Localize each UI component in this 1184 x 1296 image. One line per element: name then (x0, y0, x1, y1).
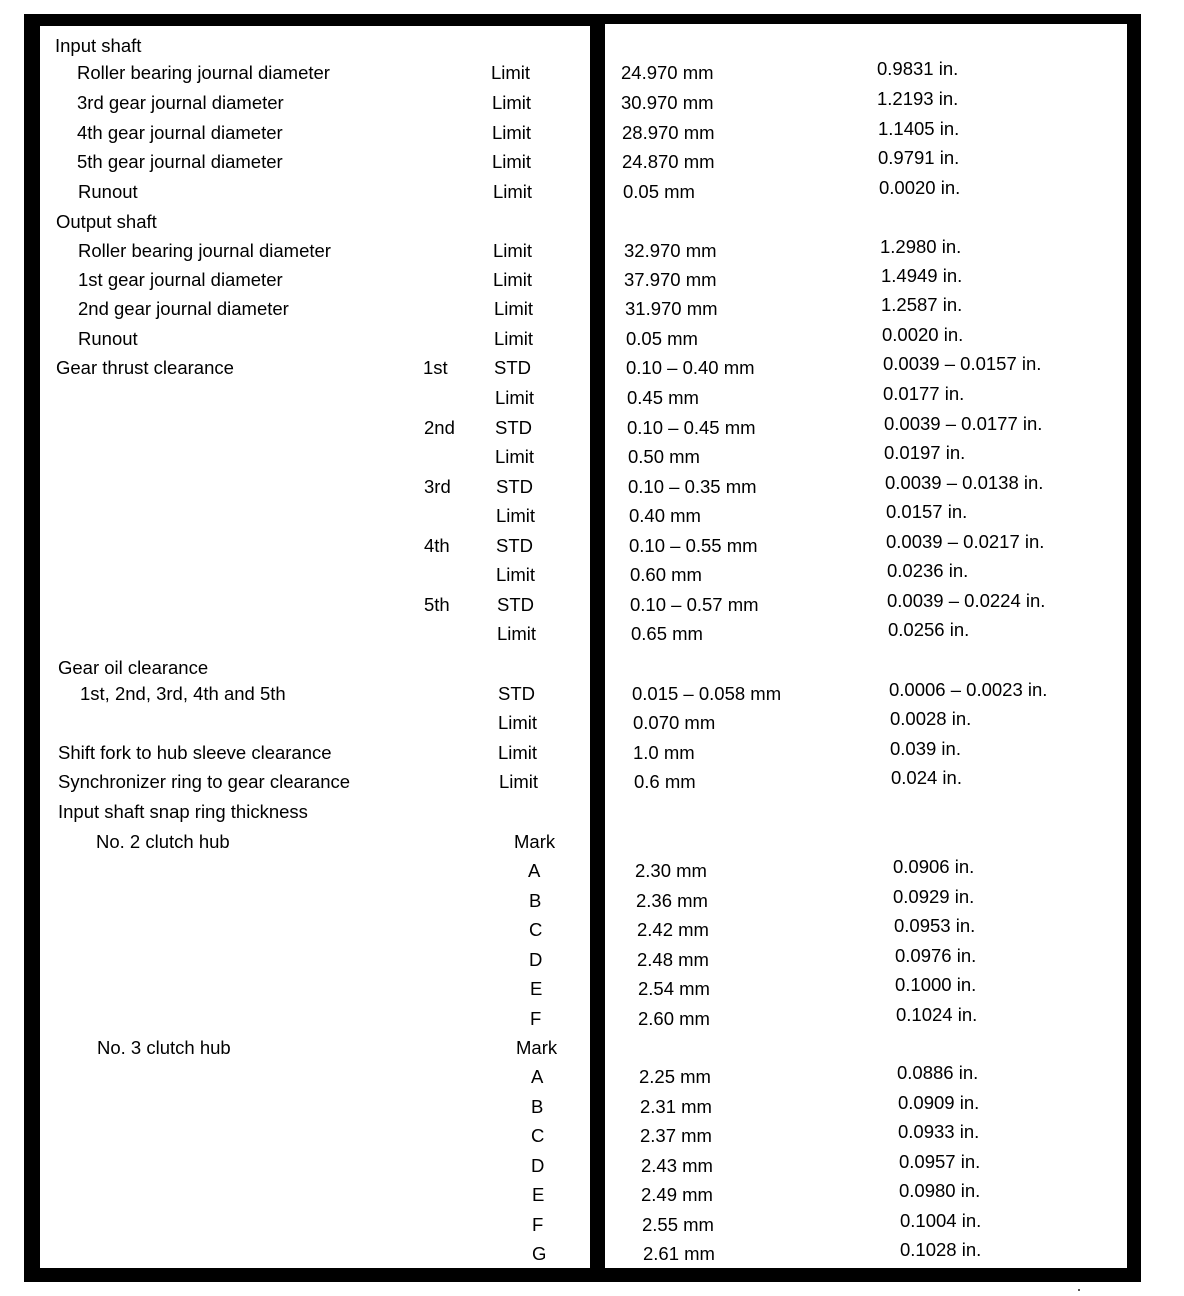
metric-value: 37.970 mm (624, 269, 717, 290)
metric-value: 2.60 mm (638, 1008, 710, 1029)
imperial-value: 0.0906 in. (893, 856, 975, 877)
mark-letter: D (531, 1155, 545, 1176)
imperial-value: 0.0006 – 0.0023 in. (889, 679, 1048, 700)
imperial-value: 0.0886 in. (897, 1062, 979, 1083)
metric-value: 0.65 mm (631, 623, 703, 644)
imperial-value: 1.4949 in. (881, 265, 963, 286)
metric-value: 0.05 mm (623, 181, 695, 202)
table-row (0, 915, 1184, 941)
imperial-value: 0.0039 – 0.0177 in. (884, 413, 1043, 434)
row-label: Input shaft (55, 35, 142, 56)
metric-value: 0.60 mm (630, 564, 702, 585)
metric-value: 1.0 mm (633, 742, 695, 763)
table-row (0, 657, 1184, 679)
mark-letter: F (532, 1214, 544, 1235)
metric-value: 2.48 mm (637, 949, 709, 970)
imperial-value: 0.0039 – 0.0157 in. (883, 353, 1042, 374)
mark-letter: D (529, 949, 543, 970)
table-row (0, 211, 1184, 233)
metric-value: 2.37 mm (640, 1125, 712, 1146)
table-row (0, 118, 1184, 144)
table-row (0, 383, 1184, 409)
spec-type: STD (497, 594, 534, 615)
row-label: Shift fork to hub sleeve clearance (58, 742, 332, 763)
spec-type: Limit (498, 742, 538, 763)
imperial-value: 0.0256 in. (888, 619, 970, 640)
metric-value: 2.36 mm (636, 890, 708, 911)
metric-value: 0.10 – 0.57 mm (630, 594, 759, 615)
imperial-value: 1.2193 in. (877, 88, 959, 109)
table-row (0, 945, 1184, 971)
mark-letter: B (529, 890, 542, 911)
spec-type: Limit (496, 564, 536, 585)
imperial-value: 0.039 in. (890, 738, 961, 759)
table-row (0, 531, 1184, 557)
imperial-value: 0.0020 in. (882, 324, 964, 345)
imperial-value: 0.1028 in. (900, 1239, 982, 1260)
imperial-value: 0.0039 – 0.0224 in. (887, 590, 1046, 611)
metric-value: 0.45 mm (627, 387, 699, 408)
metric-value: 0.10 – 0.55 mm (629, 535, 758, 556)
imperial-value: 0.0039 – 0.0138 in. (885, 472, 1044, 493)
metric-value: 28.970 mm (622, 122, 715, 143)
table-row (0, 265, 1184, 291)
imperial-value: 0.9831 in. (877, 58, 959, 79)
metric-value: 24.870 mm (622, 151, 715, 172)
imperial-value: 0.0028 in. (890, 708, 972, 729)
imperial-value: 0.0980 in. (899, 1180, 981, 1201)
mark-letter: C (529, 919, 543, 940)
spec-type: STD (496, 476, 533, 497)
imperial-value: 0.9791 in. (878, 147, 960, 168)
spec-type: Limit (493, 240, 533, 261)
spec-type: STD (496, 535, 533, 556)
table-row (0, 590, 1184, 616)
imperial-value: 0.0177 in. (883, 383, 965, 404)
metric-value: 0.10 – 0.40 mm (626, 357, 755, 378)
spec-type: STD (494, 357, 531, 378)
imperial-value: 0.0236 in. (887, 560, 969, 581)
table-row (0, 413, 1184, 439)
table-row (0, 147, 1184, 173)
metric-value: 2.31 mm (640, 1096, 712, 1117)
table-row (0, 974, 1184, 1000)
metric-value: 2.54 mm (638, 978, 710, 999)
gear-label: 2nd (424, 417, 455, 438)
spec-type: Limit (497, 623, 537, 644)
row-label: 1st gear journal diameter (78, 269, 283, 290)
table-row (0, 353, 1184, 379)
spec-type: Limit (494, 328, 534, 349)
table-row (0, 1180, 1184, 1206)
table-row (0, 1210, 1184, 1236)
metric-value: 0.10 – 0.45 mm (627, 417, 756, 438)
table-row (0, 88, 1184, 114)
metric-value: 32.970 mm (624, 240, 717, 261)
table-row (0, 177, 1184, 203)
metric-value: 30.970 mm (621, 92, 714, 113)
spec-type: Limit (492, 92, 532, 113)
spec-type: Limit (493, 269, 533, 290)
metric-value: 2.25 mm (639, 1066, 711, 1087)
table-row (0, 35, 1184, 57)
imperial-value: 0.0197 in. (884, 442, 966, 463)
metric-value: 2.55 mm (642, 1214, 714, 1235)
table-row (0, 1239, 1184, 1265)
table-row (0, 1121, 1184, 1147)
imperial-value: 0.024 in. (891, 767, 962, 788)
row-label: 4th gear journal diameter (77, 122, 283, 143)
spec-type: Limit (492, 151, 532, 172)
table-row (0, 1062, 1184, 1088)
spec-type: Limit (494, 298, 534, 319)
imperial-value: 0.0039 – 0.0217 in. (886, 531, 1045, 552)
imperial-value: 0.0929 in. (893, 886, 975, 907)
table-row (0, 560, 1184, 586)
imperial-value: 0.0157 in. (886, 501, 968, 522)
table-row (0, 767, 1184, 793)
metric-value: 0.015 – 0.058 mm (632, 683, 782, 704)
imperial-value: 0.0909 in. (898, 1092, 980, 1113)
row-label: Output shaft (56, 211, 157, 232)
spec-type: Limit (495, 387, 535, 408)
mark-letter: A (531, 1066, 544, 1087)
mark-letter: F (530, 1008, 542, 1029)
imperial-value: 0.0020 in. (879, 177, 961, 198)
table-row (0, 708, 1184, 734)
row-label: Input shaft snap ring thickness (58, 801, 308, 822)
row-label: 1st, 2nd, 3rd, 4th and 5th (80, 683, 286, 704)
spec-type: Limit (499, 771, 539, 792)
imperial-value: 0.0933 in. (898, 1121, 980, 1142)
row-label: No. 2 clutch hub (96, 831, 230, 852)
metric-value: 2.61 mm (643, 1243, 715, 1264)
metric-value: 2.43 mm (641, 1155, 713, 1176)
table-row (0, 679, 1184, 705)
table-row (0, 1151, 1184, 1177)
row-label: 2nd gear journal diameter (78, 298, 289, 319)
imperial-value: 0.1024 in. (896, 1004, 978, 1025)
gear-label: 1st (423, 357, 448, 378)
row-label: 5th gear journal diameter (77, 151, 283, 172)
table-row (0, 58, 1184, 84)
mark-letter: B (531, 1096, 544, 1117)
table-row (0, 1092, 1184, 1118)
table-row (0, 324, 1184, 350)
spec-type: Limit (495, 446, 535, 467)
spec-type: Limit (498, 712, 538, 733)
row-label: Gear thrust clearance (56, 357, 234, 378)
spec-type: STD (498, 683, 535, 704)
row-label: 3rd gear journal diameter (77, 92, 284, 113)
imperial-value: 0.0957 in. (899, 1151, 981, 1172)
row-label: Runout (78, 181, 138, 202)
metric-value: 0.40 mm (629, 505, 701, 526)
table-row (0, 1004, 1184, 1030)
row-label: Gear oil clearance (58, 657, 209, 678)
table-row (0, 831, 1184, 853)
metric-value: 31.970 mm (625, 298, 718, 319)
table-row (0, 472, 1184, 498)
table-row (0, 619, 1184, 645)
gear-label: 5th (424, 594, 450, 615)
row-label: Roller bearing journal diameter (77, 62, 330, 83)
metric-value: 0.10 – 0.35 mm (628, 476, 757, 497)
table-row (0, 501, 1184, 527)
metric-value: 0.6 mm (634, 771, 696, 792)
metric-value: 0.05 mm (626, 328, 698, 349)
imperial-value: 1.1405 in. (878, 118, 960, 139)
row-label: Roller bearing journal diameter (78, 240, 331, 261)
imperial-value: 1.2980 in. (880, 236, 962, 257)
table-row (0, 1037, 1184, 1059)
spec-type: Limit (493, 181, 533, 202)
row-label: Synchronizer ring to gear clearance (58, 771, 351, 792)
spec-type: Limit (496, 505, 536, 526)
metric-value: 2.30 mm (635, 860, 707, 881)
metric-value: 24.970 mm (621, 62, 714, 83)
table-row (0, 442, 1184, 468)
table-row (0, 856, 1184, 882)
spec-type: Limit (491, 62, 531, 83)
table-row (0, 801, 1184, 823)
spec-type: Mark (516, 1037, 558, 1058)
spec-type: STD (495, 417, 532, 438)
table-row (0, 294, 1184, 320)
row-label: Runout (78, 328, 138, 349)
imperial-value: 0.0976 in. (895, 945, 977, 966)
mark-letter: C (531, 1125, 545, 1146)
mark-letter: E (532, 1184, 545, 1205)
imperial-value: 0.1004 in. (900, 1210, 982, 1231)
mark-letter: E (530, 978, 543, 999)
table-row (0, 236, 1184, 262)
row-label: No. 3 clutch hub (97, 1037, 231, 1058)
spec-type: Limit (492, 122, 532, 143)
imperial-value: 1.2587 in. (881, 294, 963, 315)
gear-label: 4th (424, 535, 450, 556)
gear-label: 3rd (424, 476, 451, 497)
imperial-value: 0.0953 in. (894, 915, 976, 936)
metric-value: 0.50 mm (628, 446, 700, 467)
table-row (0, 738, 1184, 764)
metric-value: 2.49 mm (641, 1184, 713, 1205)
metric-value: 2.42 mm (637, 919, 709, 940)
table-row (0, 886, 1184, 912)
imperial-value: 0.1000 in. (895, 974, 977, 995)
spec-type: Mark (514, 831, 556, 852)
mark-letter: A (528, 860, 541, 881)
metric-value: 0.070 mm (633, 712, 716, 733)
mark-letter: G (532, 1243, 547, 1264)
